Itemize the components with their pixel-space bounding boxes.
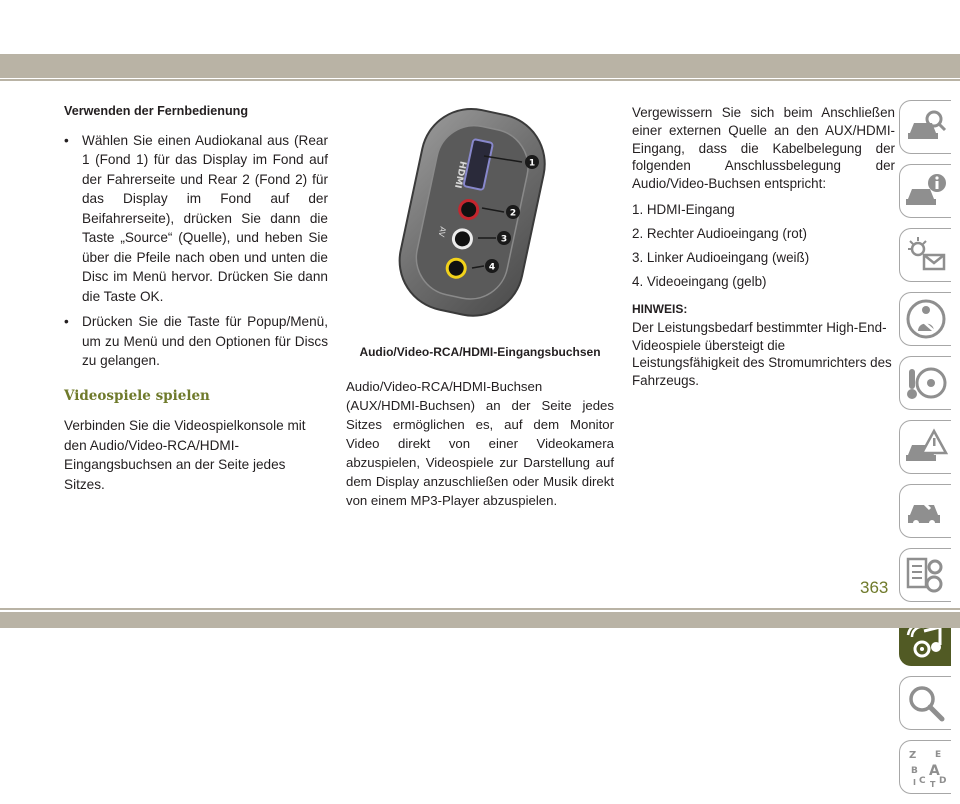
footer-rule [0, 608, 960, 610]
list-item: 3. Linker Audioeingang (weiß) [632, 249, 810, 265]
note-text: Der Leistungsbedarf bestimmter High-End-Videospiele übersteigt die Leistungsfähigkeit des Stromumrichters des Fahrzeugs. [632, 319, 892, 389]
steering-service-icon[interactable] [899, 356, 951, 410]
av-jack-panel-figure [392, 100, 568, 328]
specs-gear-icon[interactable] [899, 548, 951, 602]
warning-lights-icon[interactable] [899, 228, 951, 282]
index-letter: B [910, 766, 918, 776]
seatbelt-airbag-icon[interactable] [899, 292, 951, 346]
index-letter: A [928, 763, 940, 779]
av-panel-illustration [392, 100, 568, 328]
index-icon[interactable] [899, 740, 951, 794]
header-bar [0, 54, 960, 78]
panel-body [392, 100, 554, 325]
bullet-text: Wählen Sie einen Audiokanal aus (Rear 1 (Fond 1) für das Display im Fond auf der Fahrerseite und Rear 2 (Fond 2) für das Display im Fond auf der Beifahrerseite), drücken Sie dann die Taste „Source“ (Quelle), und heben Sie über die Pfeile nach oben und unten die Disc im Menü hervor. Drücken Sie dann die Taste OK. [82, 132, 328, 304]
index-letter: T [929, 780, 935, 789]
footer-bar [0, 612, 960, 628]
right-column [632, 104, 895, 390]
chapter-tabs [899, 100, 951, 804]
hdmi-label: HDMI [452, 160, 468, 189]
index-letter: D [938, 776, 946, 786]
section-title: Videospiele spielen [64, 387, 210, 404]
list-item: 4. Videoeingang (gelb) [632, 273, 767, 289]
section-text: Verbinden Sie die Videospielkonsole mit den Audio/Video-RCA/HDMI-Eingangsbuchsen an der Seite jedes Sitzes. [64, 418, 306, 492]
figure-caption: Audio/Video-RCA/HDMI-Eingangsbuchsen [359, 345, 601, 359]
bullet-text: Drücken Sie die Taste für Popup/Menü, um zu Menü und den Optionen für Discs zu gelangen. [82, 314, 328, 368]
car-search-icon[interactable] [899, 100, 951, 154]
car-info-icon[interactable] [899, 164, 951, 218]
middle-text: Audio/Video-RCA/HDMI-Buchsen (AUX/HDMI-Buchsen) an der Seite jedes Sitzes ermöglichen es, auf dem Monitor Video direkt von einer Videokamera abzuspielen, Videospiele zur Darstellung auf dem Display anzuschließen oder Musik direkt von einem MP3-Player abzuspielen. [346, 379, 614, 508]
note-title: HINWEIS: [632, 301, 688, 316]
index-letter: I [912, 778, 916, 787]
subheading: Verwenden der Fernbedienung [64, 104, 249, 118]
list-item: 1. HDMI-Eingang [632, 201, 735, 217]
bullet-symbol: • [64, 132, 69, 148]
index-letter: Z [908, 750, 916, 761]
callout-number: 1 [528, 158, 536, 169]
page-number: 363 [860, 578, 889, 597]
header-rule [0, 79, 960, 81]
car-maintenance-icon[interactable] [899, 484, 951, 538]
bullet-symbol: • [64, 314, 69, 329]
bullet-item [64, 312, 328, 371]
hazard-triangle-icon[interactable] [899, 420, 951, 474]
av-label: AV [436, 225, 448, 238]
index-letter: E [934, 750, 941, 760]
bullet-item [64, 131, 328, 307]
right-intro: Vergewissern Sie sich beim Anschließen einer externen Quelle an den AUX/HDMI-Eingang, dass die Kabelbelegung der folgenden Anschlussbelegung der Audio/Video-Buchsen entspricht: [632, 105, 895, 192]
list-item: 2. Rechter Audioeingang (rot) [632, 225, 807, 241]
callout-number: 2 [509, 208, 517, 219]
left-column [64, 102, 328, 494]
index-letter: C [918, 776, 926, 786]
callout-number: 4 [488, 262, 496, 273]
search-icon[interactable] [899, 676, 951, 730]
callout-number: 3 [500, 234, 508, 245]
